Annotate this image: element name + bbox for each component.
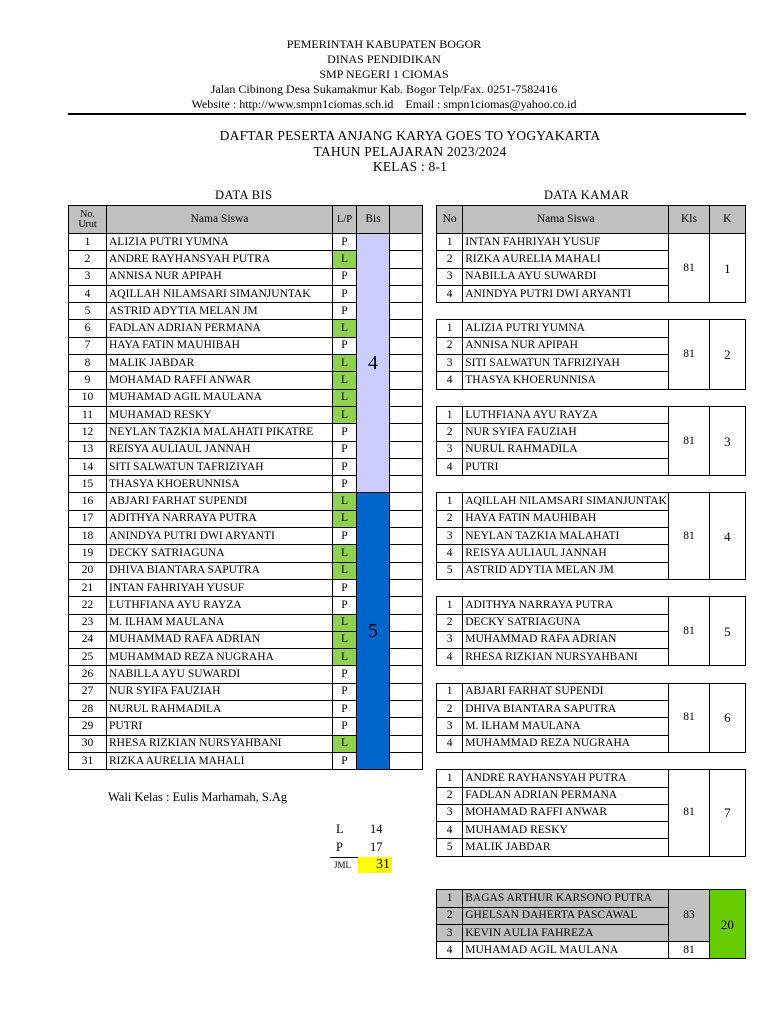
- row-number: 28: [69, 701, 107, 718]
- member-number: 5: [437, 562, 463, 579]
- student-name: ADITHYA NARRAYA PUTRA: [107, 510, 333, 527]
- member-number: 2: [437, 510, 463, 527]
- room-class: 81: [669, 942, 709, 959]
- member-number: 2: [437, 251, 463, 268]
- gender-cell: L: [333, 493, 357, 510]
- blank-cell: [390, 597, 423, 614]
- member-number: 4: [437, 372, 463, 389]
- row-number: 30: [69, 735, 107, 752]
- spacer-cell: [437, 873, 746, 890]
- gender-cell: L: [333, 372, 357, 389]
- member-number: 1: [437, 406, 463, 423]
- wali-kelas: Wali Kelas : Eulis Marhamah, S.Ag: [108, 790, 288, 804]
- gender-cell: L: [333, 545, 357, 562]
- student-name: MALIK JABDAR: [107, 355, 333, 372]
- bus-number-5: 5: [357, 493, 390, 770]
- room-number: 20: [709, 890, 745, 959]
- row-number: 2: [69, 251, 107, 268]
- group-spacer: [437, 856, 746, 873]
- blank-cell: [390, 458, 423, 475]
- member-name: NEYLAN TAZKIA MALAHATI: [463, 528, 669, 545]
- gov-name: PEMERINTAH KABUPATEN BOGOR: [286, 37, 482, 51]
- member-name: DHIVA BIANTARA SAPUTRA: [463, 701, 669, 718]
- gender-cell: P: [333, 458, 357, 475]
- student-name: AQILLAH NILAMSARI SIMANJUNTAK: [107, 285, 333, 302]
- row-number: 6: [69, 320, 107, 337]
- member-name: REISYA AULIAUL JANNAH: [463, 545, 669, 562]
- member-number: 2: [437, 337, 463, 354]
- student-name: ASTRID ADYTIA MELAN JM: [107, 303, 333, 320]
- col-bis: Bis: [357, 206, 390, 234]
- member-number: 3: [437, 924, 463, 941]
- title-line-3: KELAS : 8-1: [372, 159, 448, 174]
- room-number: 4: [709, 493, 745, 579]
- bus-section-title: DATA BIS: [215, 188, 273, 202]
- letterhead: [0, 37, 768, 112]
- member-number: 4: [437, 285, 463, 302]
- gender-cell: P: [333, 268, 357, 285]
- member-name: AQILLAH NILAMSARI SIMANJUNTAK: [463, 493, 669, 510]
- member-name: MUHAMAD RESKY: [463, 822, 669, 839]
- member-number: 1: [437, 320, 463, 337]
- student-name: DECKY SATRIAGUNA: [107, 545, 333, 562]
- room-class: 81: [669, 597, 709, 666]
- table-row: [437, 493, 746, 510]
- gender-cell: L: [333, 649, 357, 666]
- table-row: [69, 493, 423, 510]
- row-number: 29: [69, 718, 107, 735]
- row-number: 13: [69, 441, 107, 458]
- row-number: 15: [69, 476, 107, 493]
- member-name: GHELSAN DAHERTA PASCAWAL: [463, 907, 669, 924]
- student-name: HAYA FATIN MAUHIBAH: [107, 337, 333, 354]
- room-class: 81: [669, 320, 709, 389]
- member-number: 5: [437, 839, 463, 856]
- row-number: 23: [69, 614, 107, 631]
- gender-cell: P: [333, 441, 357, 458]
- col-k: K: [709, 206, 745, 234]
- member-number: 2: [437, 701, 463, 718]
- member-name: MUHAMAD AGIL MAULANA: [463, 942, 669, 959]
- spacer-cell: [437, 303, 746, 320]
- col-nama-siswa: Nama Siswa: [107, 206, 333, 234]
- student-name: SITI SALWATUN TAFRIZIYAH: [107, 458, 333, 475]
- blank-cell: [390, 545, 423, 562]
- gender-cell: P: [333, 683, 357, 700]
- row-number: 31: [69, 752, 107, 769]
- member-number: 3: [437, 804, 463, 821]
- member-number: 3: [437, 718, 463, 735]
- member-name: KEVIN AULIA FAHREZA: [463, 924, 669, 941]
- member-name: RIZKA AURELIA MAHALI: [463, 251, 669, 268]
- gender-cell: P: [333, 234, 357, 251]
- member-number: 4: [437, 822, 463, 839]
- room-class: 81: [669, 493, 709, 579]
- member-name: ANDRE RAYHANSYAH PUTRA: [463, 770, 669, 787]
- member-name: NUR SYIFA FAUZIAH: [463, 424, 669, 441]
- table-row: [437, 320, 746, 337]
- gender-cell: P: [333, 718, 357, 735]
- document-title: [0, 128, 768, 175]
- gender-cell: P: [333, 285, 357, 302]
- gender-cell: P: [333, 666, 357, 683]
- member-number: 4: [437, 735, 463, 752]
- member-name: PUTRI: [463, 458, 669, 475]
- blank-cell: [390, 649, 423, 666]
- member-number: 3: [437, 441, 463, 458]
- member-name: DECKY SATRIAGUNA: [463, 614, 669, 631]
- row-number: 5: [69, 303, 107, 320]
- blank-cell: [390, 424, 423, 441]
- member-number: 4: [437, 458, 463, 475]
- summary-p-label: P: [336, 840, 343, 854]
- member-name: ASTRID ADYTIA MELAN JM: [463, 562, 669, 579]
- gender-cell: L: [333, 355, 357, 372]
- gender-cell: L: [333, 562, 357, 579]
- blank-cell: [390, 752, 423, 769]
- member-number: 1: [437, 234, 463, 251]
- member-number: 1: [437, 683, 463, 700]
- member-name: MOHAMAD RAFFI ANWAR: [463, 804, 669, 821]
- student-name: MUHAMAD RESKY: [107, 406, 333, 423]
- summary-jml-label: JML: [334, 860, 352, 870]
- member-name: ANINDYA PUTRI DWI ARYANTI: [463, 285, 669, 302]
- row-number: 18: [69, 528, 107, 545]
- member-number: 4: [437, 942, 463, 959]
- gender-cell: L: [333, 320, 357, 337]
- blank-cell: [390, 493, 423, 510]
- member-number: 2: [437, 614, 463, 631]
- member-number: 2: [437, 424, 463, 441]
- member-number: 3: [437, 528, 463, 545]
- room-number: 1: [709, 234, 745, 303]
- student-name: ANINDYA PUTRI DWI ARYANTI: [107, 528, 333, 545]
- blank-cell: [390, 510, 423, 527]
- blank-cell: [390, 631, 423, 648]
- student-name: NEYLAN TAZKIA MALAHATI PIKATRE: [107, 424, 333, 441]
- member-number: 3: [437, 268, 463, 285]
- gender-cell: P: [333, 579, 357, 596]
- student-name: FADLAN ADRIAN PERMANA: [107, 320, 333, 337]
- room-class: 83: [669, 890, 709, 942]
- blank-cell: [390, 285, 423, 302]
- gender-cell: P: [333, 752, 357, 769]
- row-number: 24: [69, 631, 107, 648]
- row-number: 21: [69, 579, 107, 596]
- gender-cell: P: [333, 337, 357, 354]
- student-name: ABJARI FARHAT SUPENDI: [107, 493, 333, 510]
- student-name: MOHAMAD RAFFI ANWAR: [107, 372, 333, 389]
- student-name: NUR SYIFA FAUZIAH: [107, 683, 333, 700]
- row-number: 19: [69, 545, 107, 562]
- member-name: HAYA FATIN MAUHIBAH: [463, 510, 669, 527]
- member-number: 2: [437, 787, 463, 804]
- group-spacer: [437, 666, 746, 683]
- room-class: 81: [669, 234, 709, 303]
- student-name: INTAN FAHRIYAH YUSUF: [107, 579, 333, 596]
- member-name: THASYA KHOERUNNISA: [463, 372, 669, 389]
- student-name: MUHAMAD AGIL MAULANA: [107, 389, 333, 406]
- row-number: 10: [69, 389, 107, 406]
- blank-cell: [390, 372, 423, 389]
- row-number: 1: [69, 234, 107, 251]
- row-number: 22: [69, 597, 107, 614]
- blank-cell: [390, 268, 423, 285]
- col-blank: [390, 206, 423, 234]
- member-number: 4: [437, 649, 463, 666]
- blank-cell: [390, 234, 423, 251]
- table-row: [69, 234, 423, 251]
- gender-cell: L: [333, 251, 357, 268]
- blank-cell: [390, 528, 423, 545]
- member-name: M. ILHAM MAULANA: [463, 718, 669, 735]
- room-number: 3: [709, 406, 745, 475]
- row-number: 8: [69, 355, 107, 372]
- row-number: 25: [69, 649, 107, 666]
- col-kls: Kls: [669, 206, 709, 234]
- student-name: ANDRE RAYHANSYAH PUTRA: [107, 251, 333, 268]
- member-number: 3: [437, 355, 463, 372]
- member-name: ABJARI FARHAT SUPENDI: [463, 683, 669, 700]
- table-row: [437, 597, 746, 614]
- member-name: NABILLA AYU SUWARDI: [463, 268, 669, 285]
- col-no-urut: No. Urut: [69, 206, 107, 234]
- member-name: INTAN FAHRIYAH YUSUF: [463, 234, 669, 251]
- blank-cell: [390, 476, 423, 493]
- student-name: NABILLA AYU SUWARDI: [107, 666, 333, 683]
- table-row: [437, 770, 746, 787]
- student-name: MUHAMMAD REZA NUGRAHA: [107, 649, 333, 666]
- blank-cell: [390, 303, 423, 320]
- group-spacer: [437, 579, 746, 596]
- bus-number-4: 4: [357, 234, 390, 493]
- spacer-cell: [437, 752, 746, 769]
- student-name: DHIVA BIANTARA SAPUTRA: [107, 562, 333, 579]
- blank-cell: [390, 614, 423, 631]
- row-number: 17: [69, 510, 107, 527]
- blank-cell: [390, 251, 423, 268]
- row-number: 16: [69, 493, 107, 510]
- blank-cell: [390, 735, 423, 752]
- header-divider: [68, 113, 746, 115]
- student-name: PUTRI: [107, 718, 333, 735]
- blank-cell: [390, 562, 423, 579]
- member-name: NURUL RAHMADILA: [463, 441, 669, 458]
- blank-cell: [390, 389, 423, 406]
- row-number: 7: [69, 337, 107, 354]
- gender-cell: L: [333, 614, 357, 631]
- group-spacer: [437, 752, 746, 769]
- room-number: 5: [709, 597, 745, 666]
- title-line-1: DAFTAR PESERTA ANJANG KARYA GOES TO YOGYAKARTA: [219, 128, 601, 143]
- student-name: REISYA AULIAUL JANNAH: [107, 441, 333, 458]
- member-number: 1: [437, 597, 463, 614]
- gender-cell: P: [333, 303, 357, 320]
- member-name: ALIZIA PUTRI YUMNA: [463, 320, 669, 337]
- student-name: ANNISA NUR APIPAH: [107, 268, 333, 285]
- group-spacer: [437, 873, 746, 890]
- room-class: 81: [669, 406, 709, 475]
- gender-cell: L: [333, 389, 357, 406]
- member-number: 4: [437, 545, 463, 562]
- summary-l-value: 14: [370, 822, 383, 836]
- school-address: Jalan Cibinong Desa Sukamakmur Kab. Bogor Telp/Fax. 0251-7582416: [210, 82, 558, 96]
- bus-table: [68, 205, 423, 770]
- blank-cell: [390, 683, 423, 700]
- spacer-cell: [437, 666, 746, 683]
- spacer-cell: [437, 579, 746, 596]
- school-name: SMP NEGERI 1 CIOMAS: [319, 67, 449, 81]
- member-number: 1: [437, 493, 463, 510]
- spacer-cell: [437, 476, 746, 493]
- blank-cell: [390, 441, 423, 458]
- row-number: 9: [69, 372, 107, 389]
- col-room-nama: Nama Siswa: [463, 206, 669, 234]
- room-table: [436, 205, 746, 959]
- table-row: [437, 942, 746, 959]
- row-number: 12: [69, 424, 107, 441]
- member-number: 1: [437, 770, 463, 787]
- gender-cell: P: [333, 597, 357, 614]
- gender-cell: L: [333, 735, 357, 752]
- student-name: RIZKA AURELIA MAHALI: [107, 752, 333, 769]
- title-line-2: TAHUN PELAJARAN 2023/2024: [313, 143, 507, 159]
- group-spacer: [437, 389, 746, 406]
- member-number: 1: [437, 890, 463, 907]
- row-number: 3: [69, 268, 107, 285]
- room-class: 81: [669, 683, 709, 752]
- row-number: 4: [69, 285, 107, 302]
- gender-cell: L: [333, 631, 357, 648]
- summary-jml-value: 31: [358, 857, 392, 873]
- table-row: [437, 406, 746, 423]
- member-name: LUTHFIANA AYU RAYZA: [463, 406, 669, 423]
- summary-l-label: L: [336, 822, 344, 836]
- member-name: ANNISA NUR APIPAH: [463, 337, 669, 354]
- room-number: 2: [709, 320, 745, 389]
- member-name: RHESA RIZKIAN NURSYAHBANI: [463, 649, 669, 666]
- summary-p-value: 17: [370, 840, 383, 854]
- blank-cell: [390, 355, 423, 372]
- group-spacer: [437, 476, 746, 493]
- col-room-no: No: [437, 206, 463, 234]
- gender-cell: L: [333, 406, 357, 423]
- table-row: [437, 683, 746, 700]
- row-number: 26: [69, 666, 107, 683]
- col-lp: L/P: [333, 206, 357, 234]
- member-name: FADLAN ADRIAN PERMANA: [463, 787, 669, 804]
- student-name: RHESA RIZKIAN NURSYAHBANI: [107, 735, 333, 752]
- room-number: 7: [709, 770, 745, 856]
- spacer-cell: [437, 856, 746, 873]
- blank-cell: [390, 701, 423, 718]
- gender-cell: P: [333, 424, 357, 441]
- row-number: 11: [69, 406, 107, 423]
- blank-cell: [390, 718, 423, 735]
- gender-cell: P: [333, 476, 357, 493]
- group-spacer: [437, 303, 746, 320]
- row-number: 14: [69, 458, 107, 475]
- blank-cell: [390, 579, 423, 596]
- student-name: ALIZIA PUTRI YUMNA: [107, 234, 333, 251]
- blank-cell: [390, 666, 423, 683]
- row-number: 27: [69, 683, 107, 700]
- table-row: [437, 234, 746, 251]
- spacer-cell: [437, 389, 746, 406]
- room-number: 6: [709, 683, 745, 752]
- member-name: SITI SALWATUN TAFRIZIYAH: [463, 355, 669, 372]
- row-number: 20: [69, 562, 107, 579]
- member-number: 3: [437, 631, 463, 648]
- gender-cell: P: [333, 701, 357, 718]
- member-number: 2: [437, 907, 463, 924]
- student-name: MUHAMMAD RAFA ADRIAN: [107, 631, 333, 648]
- blank-cell: [390, 320, 423, 337]
- gender-cell: L: [333, 510, 357, 527]
- room-section-title: DATA KAMAR: [544, 188, 630, 202]
- dept-name: DINAS PENDIDIKAN: [327, 52, 441, 66]
- gender-cell: P: [333, 528, 357, 545]
- student-name: THASYA KHOERUNNISA: [107, 476, 333, 493]
- member-name: MUHAMMAD RAFA ADRIAN: [463, 631, 669, 648]
- blank-cell: [390, 406, 423, 423]
- room-class: 81: [669, 770, 709, 856]
- table-row: [437, 890, 746, 907]
- school-contact: Website : http://www.smpn1ciomas.sch.id Email : smpn1ciomas@yahoo.co.id: [191, 97, 577, 111]
- student-name: NURUL RAHMADILA: [107, 701, 333, 718]
- member-name: MUHAMMAD REZA NUGRAHA: [463, 735, 669, 752]
- member-name: BAGAS ARTHUR KARSONO PUTRA: [463, 890, 669, 907]
- blank-cell: [390, 337, 423, 354]
- student-name: M. ILHAM MAULANA: [107, 614, 333, 631]
- student-name: LUTHFIANA AYU RAYZA: [107, 597, 333, 614]
- member-name: MALIK JABDAR: [463, 839, 669, 856]
- member-name: ADITHYA NARRAYA PUTRA: [463, 597, 669, 614]
